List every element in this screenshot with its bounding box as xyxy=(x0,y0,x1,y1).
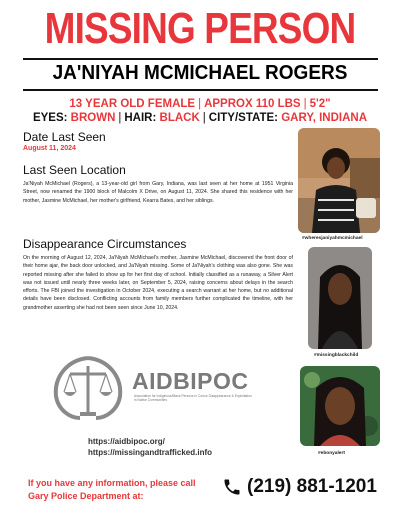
person-photo-image xyxy=(300,366,380,446)
eyes-value: BROWN xyxy=(70,112,116,124)
city-value: GARY, INDIANA xyxy=(281,112,368,124)
last-seen-location-heading: Last Seen Location xyxy=(23,163,126,177)
phone-number[interactable]: (219) 881-1201 xyxy=(247,476,377,497)
person-photo-image xyxy=(298,128,380,233)
footer-message-line-1: If you have any information, please call xyxy=(28,478,196,488)
disappearance-heading: Disappearance Circumstances xyxy=(23,237,187,251)
city-label: CITY/STATE: xyxy=(208,112,278,124)
hair-value: BLACK xyxy=(159,112,200,124)
stats-line-1 xyxy=(0,97,400,111)
phone-icon xyxy=(222,477,242,497)
person-photo-image xyxy=(308,247,372,349)
photo-3-caption: #ebonyalert xyxy=(318,451,345,456)
height: 5'2" xyxy=(309,98,331,110)
disappearance-text: On the morning of August 12, 2024, Ja'Niyah McMichael's mother, Jasmine McMichael, discovered the front door of their home ajar, the back door unlocked, and Ja'Niyah missing. Some of Ja'Niyah's clothing was also gone. She was reported missing after she failed to show up for her first day of school. Initially classified as a runaway, a Silver Alert was not issued until nearly three weeks later, on September 5, 2024, raising concerns about delays in the search efforts. The FBI joined the investigation in October 2024, executing a search warrant at her home, but no additional details have been disclosed. Conflicting accounts from family members further complicated the timeline, with her grandmother asserting she had not been seen since June 10, 2024. xyxy=(23,255,293,311)
hair-label: HAIR: xyxy=(124,112,157,124)
photo-2-caption: #missingblackchild xyxy=(314,353,359,358)
org-logo xyxy=(48,352,258,422)
weight: APPROX 110 LBS xyxy=(204,98,301,110)
org-logo-text: AIDBIPOC xyxy=(132,368,249,394)
separator: | xyxy=(118,112,122,124)
photo-3 xyxy=(300,366,380,446)
org-url-link[interactable]: https://aidbipoc.org/ xyxy=(88,437,165,446)
org-tagline: Association for Indiginous/Black Persons in Colour Disappearance & Exploitation in Native Communities xyxy=(134,394,252,403)
photo-1-caption: #wheresjaniyahmcmichael xyxy=(302,236,363,241)
page-title: MISSING PERSON xyxy=(44,4,356,53)
footer-message-line-2: Gary Police Department at: xyxy=(28,491,144,501)
date-last-seen-heading: Date Last Seen xyxy=(23,130,106,144)
name-divider xyxy=(23,89,378,91)
last-seen-location-text: Ja'Niyah McMichael (Rogers), a 13-year-old girl from Gary, Indiana, was last seen at her home at 1951 Virginia Street, now renamed the 1900 block of Malcolm X Drive, on August 11, 2024. She shared this residence with her mother, Jasmine McMichael, her mother's girlfriend, Kearra Bates, and her siblings. xyxy=(23,181,293,204)
age-sex: 13 YEAR OLD FEMALE xyxy=(69,98,196,110)
date-last-seen-value: August 11, 2024 xyxy=(23,145,76,152)
separator: | xyxy=(202,112,206,124)
person-name: JA'NIYAH MCMICHAEL ROGERS xyxy=(52,62,348,84)
stats-line-2 xyxy=(0,111,400,125)
eyes-label: EYES: xyxy=(32,112,68,124)
photo-2 xyxy=(308,247,372,349)
separator: | xyxy=(303,98,307,110)
separator: | xyxy=(198,98,202,110)
scales-of-justice-icon xyxy=(48,352,128,424)
trafficked-url-link[interactable]: https://missingandtrafficked.info xyxy=(88,448,213,457)
photo-1 xyxy=(298,128,380,233)
